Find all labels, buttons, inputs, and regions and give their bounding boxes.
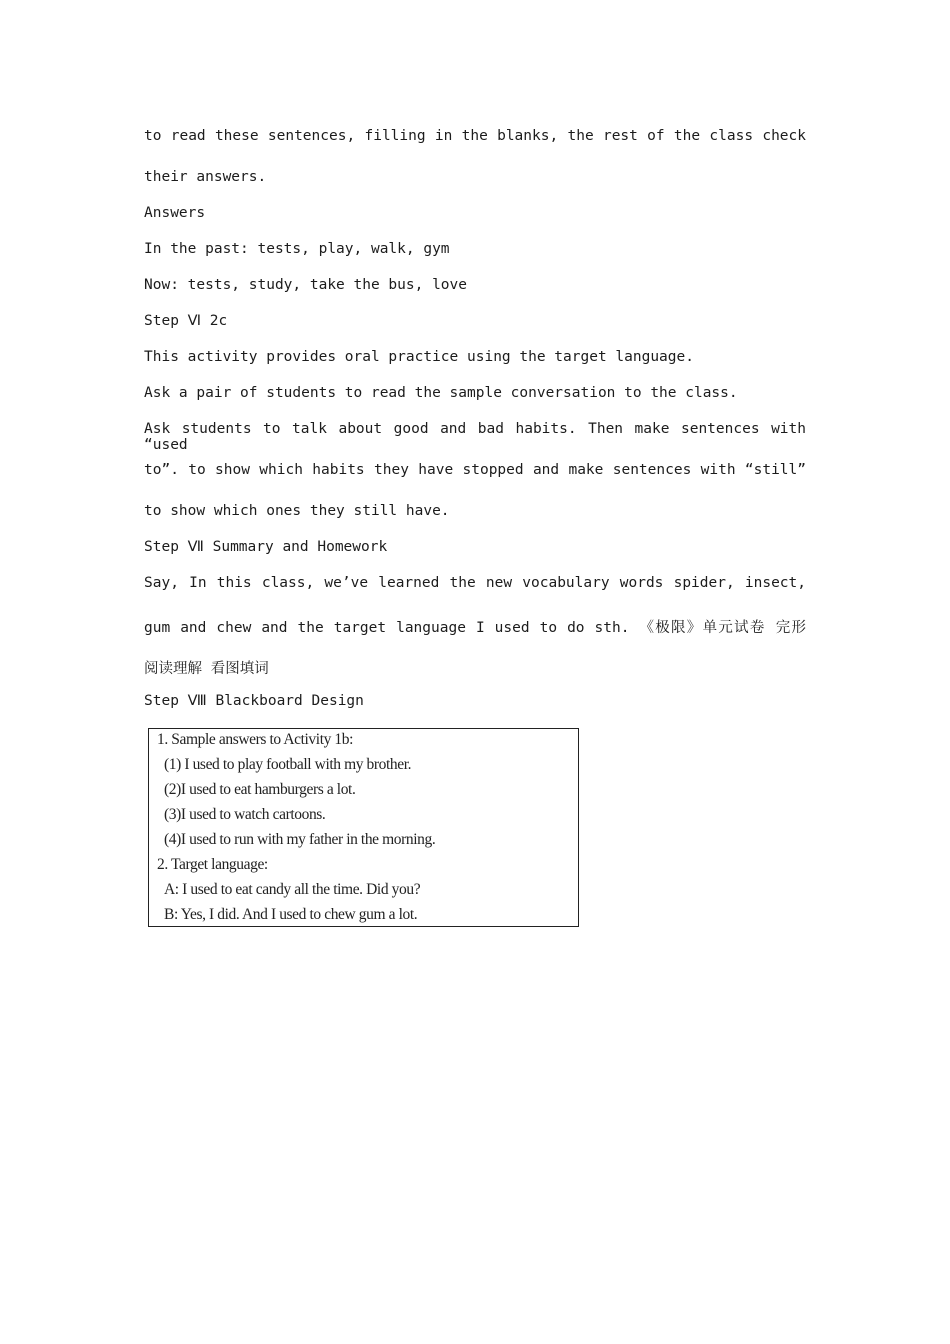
blackboard-line: (2)I used to eat hamburgers a lot.	[164, 781, 356, 798]
blackboard-line: (3)I used to watch cartoons.	[164, 806, 326, 823]
blackboard-line: 1. Sample answers to Activity 1b:	[157, 731, 354, 748]
paragraph-line: This activity provides oral practice using the target language.	[144, 349, 694, 365]
paragraph-line: to read these sentences, filling in the blanks, the rest of the class check	[144, 128, 806, 144]
paragraph-line: Ask a pair of students to read the sample conversation to the class.	[144, 385, 738, 401]
blackboard-line: B: Yes, I did. And I used to chew gum a lot.	[164, 906, 418, 923]
answers-heading: Answers	[144, 205, 206, 221]
paragraph-line: Say, In this class, we’ve learned the new vocabulary words spider, insect,	[144, 575, 806, 591]
paragraph-line: to show which ones they still have.	[144, 503, 450, 519]
step-heading: Step Ⅶ Summary and Homework	[144, 539, 388, 555]
blackboard-line: 2. Target language:	[157, 856, 268, 873]
paragraph-line: to”. to show which habits they have stopped and make sentences with “still”	[144, 462, 806, 478]
step-heading: Step Ⅵ 2c	[144, 313, 228, 329]
paragraph-line: gum and chew and the target language I used to do sth. 《极限》单元试卷 完形	[144, 620, 806, 636]
answers-past: In the past: tests, play, walk, gym	[144, 241, 450, 257]
paragraph-line: 阅读理解 看图填词	[144, 661, 269, 677]
paragraph-line: their answers.	[144, 169, 267, 185]
paragraph-line: Ask students to talk about good and bad habits. Then make sentences with “used	[144, 421, 806, 453]
blackboard-line: A: I used to eat candy all the time. Did you?	[164, 881, 421, 898]
blackboard-design-box	[148, 728, 579, 927]
step-heading: Step Ⅷ Blackboard Design	[144, 693, 364, 709]
blackboard-line: (4)I used to run with my father in the morning.	[164, 831, 436, 848]
blackboard-line: (1) I used to play football with my brother.	[164, 756, 412, 773]
answers-now: Now: tests, study, take the bus, love	[144, 277, 468, 293]
